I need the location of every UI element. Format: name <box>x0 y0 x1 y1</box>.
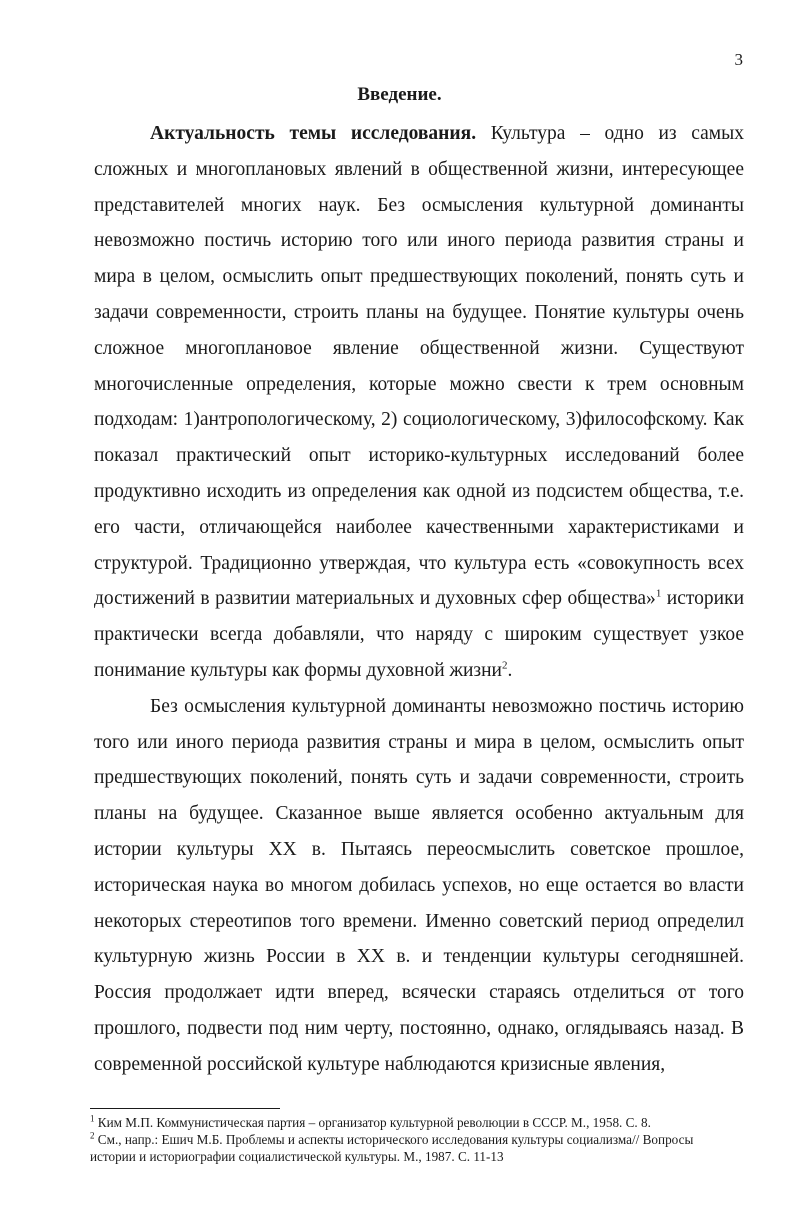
footnote-ref-2: 2 <box>502 659 508 672</box>
footnote-2 <box>90 1131 740 1165</box>
footnote-1 <box>90 1114 740 1131</box>
footnote-2-marker: 2 <box>90 1130 95 1141</box>
footnote-1-text: Ким М.П. Коммунистическая партия – организатор культурной революции в СССР. М., 1958. С. 8. <box>94 1115 651 1130</box>
topic-relevance-heading: Актуальность темы исследования. <box>150 123 477 144</box>
footnote-ref-1: 1 <box>655 587 662 600</box>
paragraph-1 <box>94 116 744 689</box>
footnote-1-marker: 1 <box>90 1113 95 1124</box>
paragraph-1-text-end: . <box>507 659 513 681</box>
body-text <box>94 116 744 1083</box>
page-number: 3 <box>734 50 743 69</box>
paragraph-1-text-b: историки практически всегда добавляли, что наряду с широким существует узкое понимание культуры как формы духовной жизни <box>94 588 744 681</box>
page-title: Введение. <box>357 84 442 105</box>
footnote-divider <box>90 1108 280 1109</box>
footnote-2-text: См., напр.: Ешич М.Б. Проблемы и аспекты исторического исследования культуры социализма// Вопросы истории и историографии социалистической культуры. М., 1987. С. 11-13 <box>90 1132 694 1164</box>
paragraph-2: Без осмысления культурной доминанты невозможно постичь историю того или иного периода развития страны и мира в целом, осмыслить опыт предшествующих поколений, понять суть и задачи современности, строить планы на будущее. Сказанное выше является особенно актуальным для истории культуры XX в. Пытаясь переосмыслить советское прошлое, историческая наука во многом добилась успехов, но еще остается во власти некоторых стереотипов того времени. Именно советский период определил культурную жизнь России в XX в. и тенденции культуры сегодняшней. Россия продолжает идти вперед, всячески стараясь отделиться от того прошлого, подвести под ним черту, постоянно, однако, оглядываясь назад. В современной российской культуре наблюдаются кризисные явления, <box>94 695 744 1075</box>
paragraph-1-text-a: Культура – одно из самых сложных и многоплановых явлений в общественной жизни, интересующее представителей многих наук. Без осмысления культурной доминанты невозможно постичь историю того или иного периода развития страны и мира в целом, осмыслить опыт предшествующих поколений, понять суть и задачи современности, строить планы на будущее. Понятие культуры очень сложное многоплановое явление общественной жизни. Существуют многочисленные определения, которые можно свести к трем основным подходам: 1)антропологическому, 2) социологическому, 3)философскому. Как показал практический опыт историко-культурных исследований более продуктивно исходить из определения как одной из подсистем общества, т.е. его части, отличающейся наиболее качественными характеристиками и структурой. Традиционно утверждая, что культура есть «совокупность всех достижений в развитии материальных и духовных сфер общества» <box>94 123 744 610</box>
footnotes <box>90 1114 740 1165</box>
